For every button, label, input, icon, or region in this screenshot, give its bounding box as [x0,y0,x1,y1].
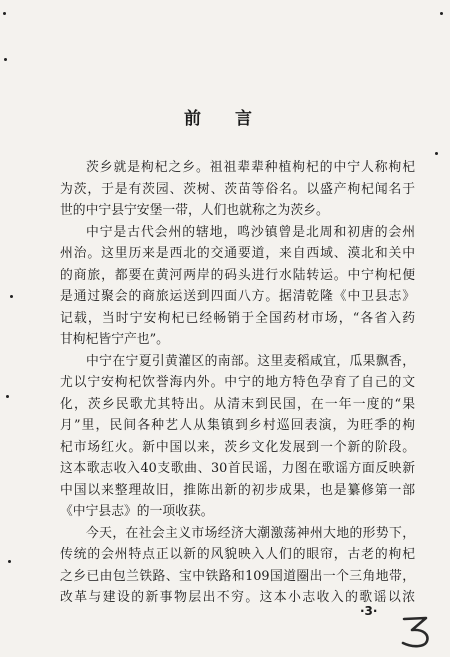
scan-speck [4,58,7,61]
text-line: 的商旅，都要在黄河两岸的码头进行水陆转运。中宁枸杞便 [60,267,415,283]
scan-speck [8,560,11,563]
text-line: 中宁是古代会州的辖地，鸣沙镇曾是北周和初唐的会州 [86,224,415,240]
text-line: 中国以来整理故旧，推陈出新的初步成果，也是纂修第一部 [60,482,415,498]
text-line: 化，茨乡民歌尤其特出。从清末到民国，在一年一度的“果 [60,396,415,412]
page-title: 前 言 [184,109,266,129]
text-line: 今天，在社会主义市场经济大潮激荡神州大地的形势下， [86,525,415,541]
text-line: 之乡已由包兰铁路、宝中铁路和109国道圈出一个三角地带， [60,568,415,584]
text-line: 尤以宁安枸杞饮誉海内外。中宁的地方特色孕育了自己的文 [60,375,415,390]
text-line: 是通过聚会的商旅运送到四面八方。据清乾隆《中卫县志》 [60,289,415,304]
text-line: 改革与建设的新事物层出不穷。这本小志收入的歌谣以浓 [60,590,415,605]
text-line: 茨乡就是枸杞之乡。祖祖辈辈种植枸杞的中宁人称枸杞 [86,160,415,175]
page-number: ·3· [360,604,378,618]
text-line: 月”里，民间各种艺人从集镇到乡村巡回表演，为旺季的枸 [60,418,415,433]
scan-speck [435,152,438,155]
text-line: 《中宁县志》的一项收获。 [60,504,214,519]
text-line: 传统的会州特点正以新的风貌映入人们的眼帘，古老的枸杞 [60,547,415,562]
text-line: 为茨，于是有茨园、茨树、茨苗等俗名。以盛产枸杞闻名于 [60,181,415,197]
text-line: 世的中宁县宁安堡一带，人们也就称之为茨乡。 [60,203,329,218]
body-text [60,157,415,609]
text-line: 记载，当时宁安枸杞已经畅销于全国药材市场，“各省入药 [60,310,415,326]
scan-speck [10,295,13,298]
handwritten-page-number [398,615,434,649]
scan-speck [440,12,443,15]
text-line: 甘枸杞皆宁产也”。 [60,332,169,347]
scan-speck [3,12,6,15]
text-line: 这本歌志收入40支歌曲、30首民谣，力图在歌谣方面反映新 [60,461,415,476]
text-line: 杞市场红火。新中国以来，茨乡文化发展到一个新的阶段。 [60,439,415,455]
text-line: 中宁在宁夏引黄灌区的南部。这里麦稻咸宜，瓜果飘香， [86,353,415,369]
text-line: 州治。这里历来是西北的交通要道，来自西域、漠北和关中 [60,246,415,261]
scan-speck [6,395,9,398]
